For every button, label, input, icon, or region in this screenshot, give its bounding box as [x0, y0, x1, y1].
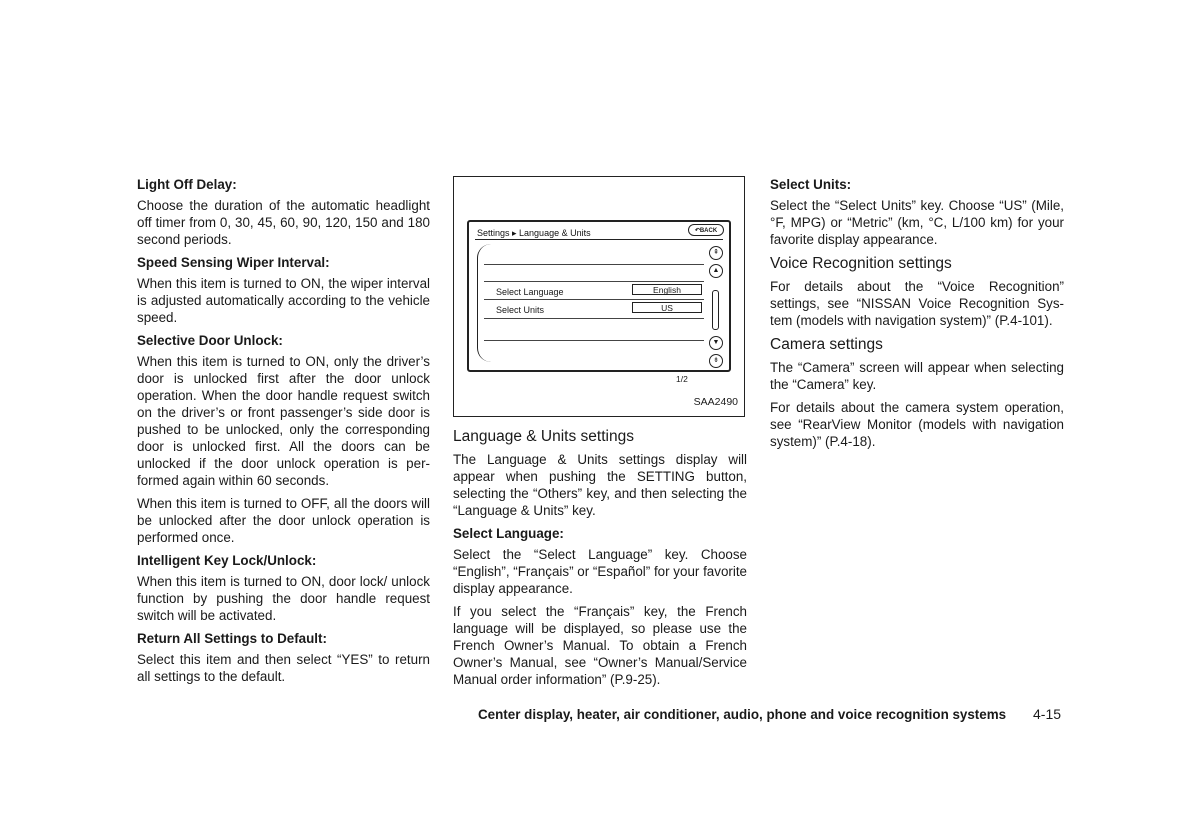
page-indicator: 1/2 [676, 374, 688, 384]
paragraph-light-off-delay: Choose the duration of the automatic headlight off timer from 0, 30, 45, 60, 90, 120, 150 and 180 second periods. [137, 198, 430, 247]
units-value-field: US [632, 302, 702, 313]
paragraph-select-language: Select the “Select Language” key. Choose “English”, “Français” or “Español” for your favorite display appearance. [453, 547, 747, 596]
paragraph-selective-door-unlock-off: When this item is turned to OFF, all the doors will be unlocked after the door unlock operation is performed once. [137, 496, 430, 545]
figure-code: SAA2490 [693, 396, 738, 408]
back-button-label: BACK [699, 228, 718, 234]
heading-return-default: Return All Settings to Default: [137, 631, 327, 646]
paragraph-select-units: Select the “Select Units” key. Choose “US” (Mile, °F, MPG) or “Metric” (km, °C, L/100 km) for your favorite display appearance. [770, 198, 1064, 247]
scroll-up-icon: ▲ [709, 264, 723, 278]
heading-select-language: Select Language: [453, 526, 564, 541]
footer-section-title: Center display, heater, air conditioner, audio, phone and voice recognition systems [478, 707, 1007, 722]
scroll-bottom-icon: ⇟ [709, 354, 723, 368]
heading-speed-sensing-wiper: Speed Sensing Wiper Interval: [137, 255, 330, 270]
paragraph-voice-recognition: For details about the “Voice Recognition” settings, see “NISSAN Voice Recognition Sys-tem (models with navigation system)” (P.4-101). [770, 279, 1064, 328]
menu-list [477, 244, 704, 384]
paragraph-camera-details: For details about the camera system operation, see “RearView Monitor (models with navigation system)” (P.4-18). [770, 400, 1064, 449]
heading-selective-door-unlock: Selective Door Unlock: [137, 333, 283, 348]
scroll-down-icon: ▼ [709, 336, 723, 350]
back-arrow-icon: ↶ [694, 228, 700, 234]
paragraph-french-manual: If you select the “Français” key, the French language will be displayed, so please use the French Owner’s Manual. To obtain a French Owner’s Manual, see “Owner’s Manual/Service Manual order information” (P.9-25). [453, 604, 747, 687]
language-value-field: English [632, 284, 702, 295]
heading-camera-settings: Camera settings [770, 336, 883, 353]
menu-divider [484, 281, 704, 282]
screen-breadcrumb: Settings ▸ Language & Units [477, 228, 591, 238]
paragraph-selective-door-unlock-on: When this item is turned to ON, only the driver’s door is unlocked first after the door unlock operation. When the door handle request switch on the driver’s or front passenger’s side door is pushed to be unlocked, only the corresponding door is unlocked first. All the doors can be unlocked if the door unlock operation is per-formed again within 60 seconds. [137, 354, 430, 488]
display-screen [467, 220, 731, 384]
menu-item-select-units: Select Units [496, 305, 545, 315]
heading-select-units: Select Units: [770, 177, 852, 192]
scroll-top-icon: ⇞ [709, 246, 723, 260]
scrollbar-icon [712, 290, 719, 330]
menu-divider [484, 318, 704, 319]
heading-voice-recognition-settings: Voice Recognition settings [770, 255, 952, 272]
settings-screen-figure [453, 176, 745, 417]
menu-divider [484, 264, 704, 265]
heading-language-units-settings: Language & Units settings [453, 428, 634, 445]
column-middle [453, 176, 747, 694]
heading-intelligent-key: Intelligent Key Lock/Unlock: [137, 553, 317, 568]
column-right [770, 176, 1064, 456]
paragraph-speed-sensing-wiper: When this item is turned to ON, the wiper interval is adjusted automatically according to the vehicle speed. [137, 276, 430, 325]
paragraph-language-units-intro: The Language & Units settings display will appear when pushing the SETTING button, selecting the “Others” key, and then selecting the “Language & Units” key. [453, 452, 747, 518]
heading-light-off-delay: Light Off Delay: [137, 177, 237, 192]
paragraph-return-default: Select this item and then select “YES” to return all settings to the default. [137, 652, 430, 684]
header-divider [475, 239, 723, 240]
paragraph-intelligent-key: When this item is turned to ON, door lock/ unlock function by pushing the door handle request switch will be activated. [137, 574, 430, 623]
menu-divider [484, 299, 704, 300]
menu-divider [484, 340, 704, 341]
page-number: 4-15 [1033, 706, 1062, 722]
menu-item-select-language: Select Language [496, 287, 564, 297]
column-left [137, 176, 430, 691]
paragraph-camera-screen: The “Camera” screen will appear when selecting the “Camera” key. [770, 360, 1064, 392]
back-button [688, 224, 724, 236]
scroll-controls [707, 242, 725, 368]
